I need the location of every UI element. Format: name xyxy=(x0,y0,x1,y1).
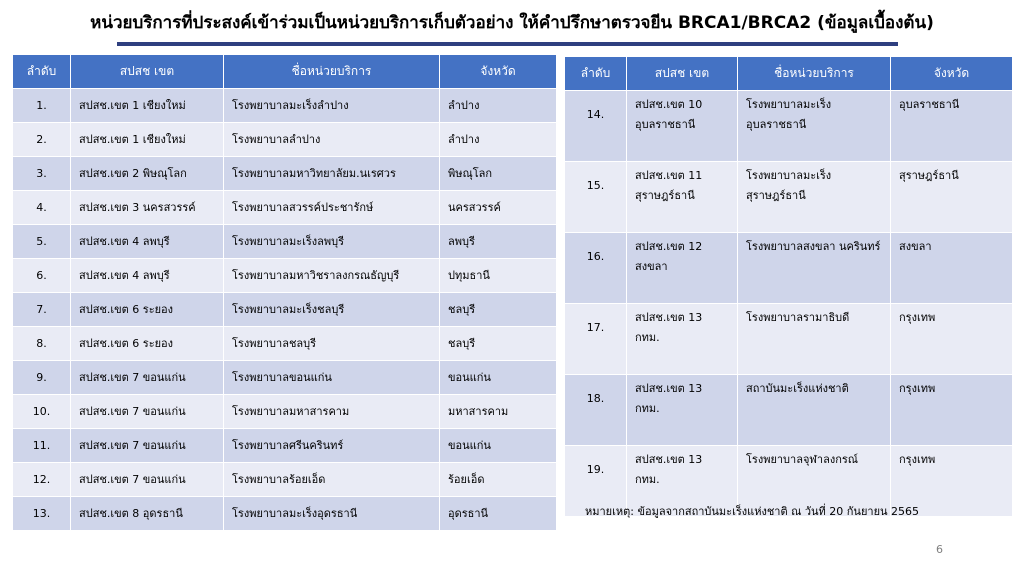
cell-order: 5. xyxy=(13,225,71,259)
table-row xyxy=(13,225,557,259)
cell-province: กรุงเทพ xyxy=(891,375,1013,446)
table-row xyxy=(13,259,557,293)
cell-region: สปสช.เขต 8 อุดรธานี xyxy=(71,497,224,531)
cell-unit-name: โรงพยาบาลมะเร็งลพบุรี xyxy=(224,225,440,259)
cell-province: ร้อยเอ็ด xyxy=(440,463,557,497)
cell-order: 19. xyxy=(565,446,627,517)
cell-region: สปสช.เขต 6 ระยอง xyxy=(71,293,224,327)
title-underline xyxy=(117,42,898,46)
table-body-right xyxy=(565,91,1013,517)
cell-region: สปสช.เขต 12 สงขลา xyxy=(627,233,738,304)
cell-unit-name: โรงพยาบาลมะเร็งชลบุรี xyxy=(224,293,440,327)
cell-region: สปสช.เขต 7 ขอนแก่น xyxy=(71,395,224,429)
cell-province: ชลบุรี xyxy=(440,327,557,361)
table-body-left xyxy=(13,89,557,531)
cell-unit-name: โรงพยาบาลมหาวิทยาลัยม.นเรศวร xyxy=(224,157,440,191)
table-row xyxy=(565,375,1013,446)
table-row xyxy=(13,463,557,497)
cell-province: ลำปาง xyxy=(440,123,557,157)
cell-order: 2. xyxy=(13,123,71,157)
cell-unit-name: โรงพยาบาลศรีนครินทร์ xyxy=(224,429,440,463)
col-header-province: จังหวัด xyxy=(440,55,557,89)
col-header-province: จังหวัด xyxy=(891,57,1013,91)
cell-region: สปสช.เขต 7 ขอนแก่น xyxy=(71,463,224,497)
cell-region: สปสช.เขต 7 ขอนแก่น xyxy=(71,361,224,395)
col-header-unit-name: ชื่อหน่วยบริการ xyxy=(738,57,891,91)
cell-province: อุดรธานี xyxy=(440,497,557,531)
table-header-row xyxy=(565,57,1013,91)
cell-province: ชลบุรี xyxy=(440,293,557,327)
cell-unit-name: โรงพยาบาลสงขลา นครินทร์ xyxy=(738,233,891,304)
table-row xyxy=(13,327,557,361)
cell-unit-name: โรงพยาบาลมะเร็ง อุบลราชธานี xyxy=(738,91,891,162)
cell-province: ลำปาง xyxy=(440,89,557,123)
table-row xyxy=(13,361,557,395)
cell-province: ปทุมธานี xyxy=(440,259,557,293)
page-number: 6 xyxy=(936,543,943,556)
cell-region: สปสช.เขต 4 ลพบุรี xyxy=(71,259,224,293)
col-header-region: สปสช เขต xyxy=(71,55,224,89)
cell-order: 14. xyxy=(565,91,627,162)
table-row xyxy=(565,91,1013,162)
cell-unit-name: โรงพยาบาลรามาธิบดี xyxy=(738,304,891,375)
cell-province: นครสวรรค์ xyxy=(440,191,557,225)
cell-unit-name: โรงพยาบาลขอนแก่น xyxy=(224,361,440,395)
col-header-unit-name: ชื่อหน่วยบริการ xyxy=(224,55,440,89)
cell-region: สปสช.เขต 6 ระยอง xyxy=(71,327,224,361)
cell-unit-name: โรงพยาบาลมะเร็งอุดรธานี xyxy=(224,497,440,531)
footnote: หมายเหตุ: ข้อมูลจากสถาบันมะเร็งแห่งชาติ ณ วันที่ 20 กันยายน 2565 xyxy=(585,505,920,518)
cell-province: กรุงเทพ xyxy=(891,304,1013,375)
cell-unit-name: โรงพยาบาลจุฬาลงกรณ์ xyxy=(738,446,891,517)
cell-order: 8. xyxy=(13,327,71,361)
cell-order: 3. xyxy=(13,157,71,191)
slide-title: หน่วยบริการที่ประสงค์เข้าร่วมเป็นหน่วยบริการเก็บตัวอย่าง ให้คำปรึกษาตรวจยีน BRCA1/BRCA2 (ข้อมูลเบื้องต้น) xyxy=(90,13,934,33)
table-row xyxy=(13,123,557,157)
table-row xyxy=(13,497,557,531)
cell-province: พิษณุโลก xyxy=(440,157,557,191)
table-row xyxy=(13,395,557,429)
cell-province: ลพบุรี xyxy=(440,225,557,259)
cell-region: สปสช.เขต 10 อุบลราชธานี xyxy=(627,91,738,162)
cell-order: 17. xyxy=(565,304,627,375)
cell-order: 9. xyxy=(13,361,71,395)
cell-order: 4. xyxy=(13,191,71,225)
cell-region: สปสช.เขต 13 กทม. xyxy=(627,446,738,517)
cell-order: 15. xyxy=(565,162,627,233)
cell-region: สปสช.เขต 3 นครสวรรค์ xyxy=(71,191,224,225)
table-row xyxy=(13,157,557,191)
cell-region: สปสช.เขต 1 เชียงใหม่ xyxy=(71,89,224,123)
cell-province: ขอนแก่น xyxy=(440,361,557,395)
cell-unit-name: โรงพยาบาลมะเร็งลำปาง xyxy=(224,89,440,123)
cell-region: สปสช.เขต 13 กทม. xyxy=(627,375,738,446)
cell-region: สปสช.เขต 13 กทม. xyxy=(627,304,738,375)
table-row xyxy=(565,304,1013,375)
table-row xyxy=(13,429,557,463)
table-row xyxy=(13,191,557,225)
table-row xyxy=(13,89,557,123)
cell-region: สปสช.เขต 7 ขอนแก่น xyxy=(71,429,224,463)
cell-province: สุราษฎร์ธานี xyxy=(891,162,1013,233)
cell-unit-name: โรงพยาบาลสวรรค์ประชารักษ์ xyxy=(224,191,440,225)
cell-order: 18. xyxy=(565,375,627,446)
cell-order: 6. xyxy=(13,259,71,293)
cell-order: 10. xyxy=(13,395,71,429)
cell-unit-name: โรงพยาบาลมะเร็ง สุราษฎร์ธานี xyxy=(738,162,891,233)
col-header-order: ลำดับ xyxy=(565,57,627,91)
cell-unit-name: โรงพยาบาลร้อยเอ็ด xyxy=(224,463,440,497)
cell-province: อุบลราชธานี xyxy=(891,91,1013,162)
cell-province: กรุงเทพ xyxy=(891,446,1013,517)
cell-unit-name: โรงพยาบาลลำปาง xyxy=(224,123,440,157)
col-header-order: ลำดับ xyxy=(13,55,71,89)
service-units-table-right xyxy=(564,56,1013,517)
cell-unit-name: สถาบันมะเร็งแห่งชาติ xyxy=(738,375,891,446)
cell-order: 12. xyxy=(13,463,71,497)
cell-order: 16. xyxy=(565,233,627,304)
table-header-row xyxy=(13,55,557,89)
cell-region: สปสช.เขต 4 ลพบุรี xyxy=(71,225,224,259)
cell-region: สปสช.เขต 11 สุราษฎร์ธานี xyxy=(627,162,738,233)
service-units-table-left xyxy=(12,54,557,531)
cell-order: 11. xyxy=(13,429,71,463)
cell-order: 7. xyxy=(13,293,71,327)
cell-province: มหาสารคาม xyxy=(440,395,557,429)
table-row xyxy=(13,293,557,327)
cell-unit-name: โรงพยาบาลชลบุรี xyxy=(224,327,440,361)
table-row xyxy=(565,162,1013,233)
table-row xyxy=(565,233,1013,304)
cell-order: 13. xyxy=(13,497,71,531)
cell-province: ขอนแก่น xyxy=(440,429,557,463)
cell-province: สงขลา xyxy=(891,233,1013,304)
cell-region: สปสช.เขต 1 เชียงใหม่ xyxy=(71,123,224,157)
cell-order: 1. xyxy=(13,89,71,123)
cell-region: สปสช.เขต 2 พิษณุโลก xyxy=(71,157,224,191)
col-header-region: สปสช เขต xyxy=(627,57,738,91)
cell-unit-name: โรงพยาบาลมหาวิชราลงกรณธัญบุรี xyxy=(224,259,440,293)
cell-unit-name: โรงพยาบาลมหาสารคาม xyxy=(224,395,440,429)
